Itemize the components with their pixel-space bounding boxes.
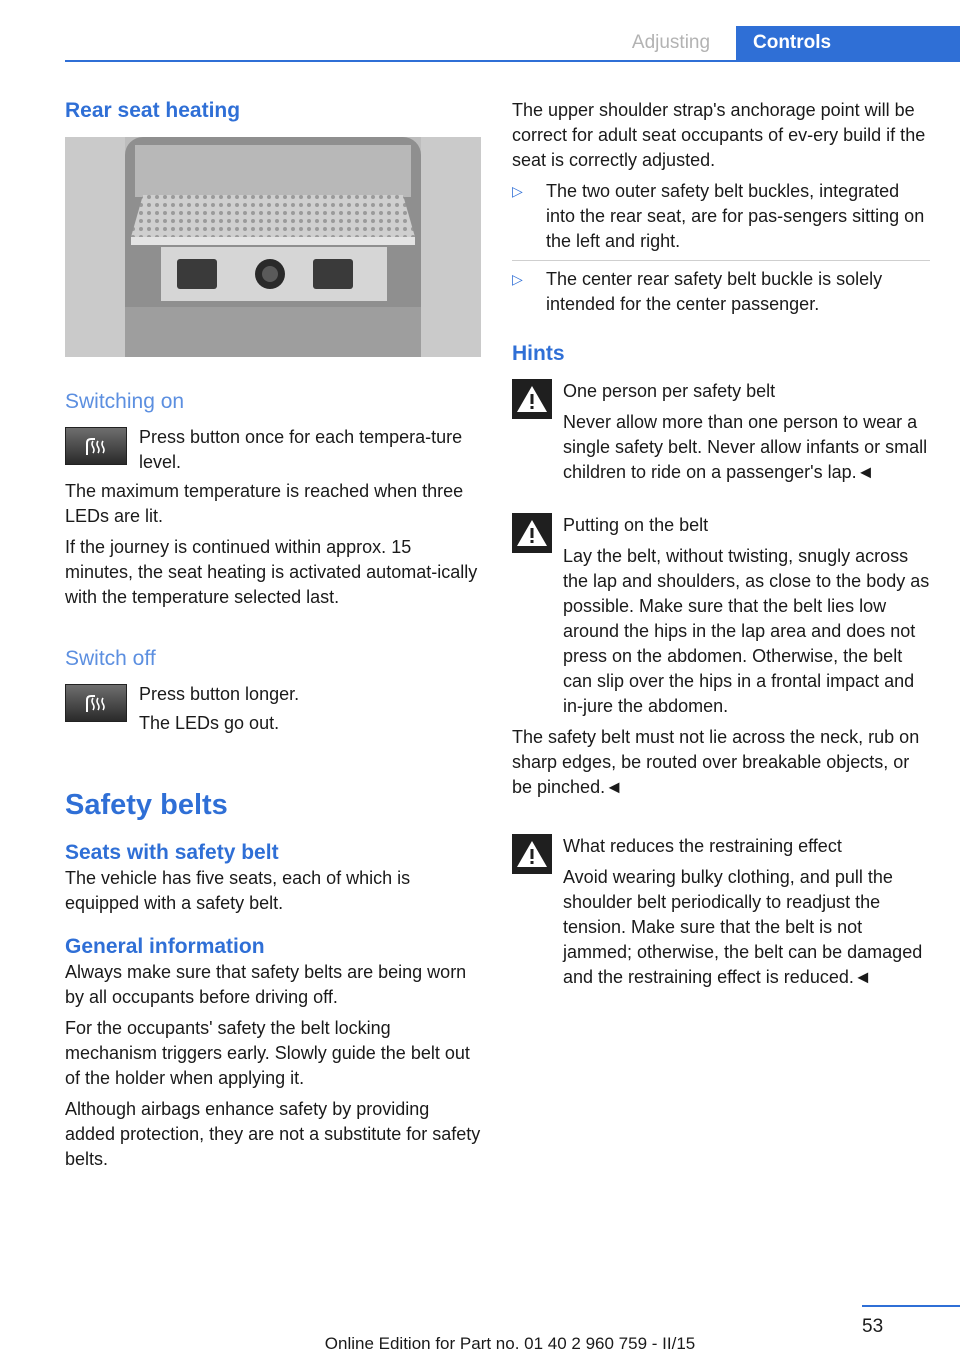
header-tab-controls: Controls (736, 26, 960, 60)
switch-off-heading: Switch off (65, 647, 156, 670)
anchorage-intro: The upper shoulder strap's anchorage point will be correct for adult seat occupants of ev‐ery build if the seat is correctly adjusted. (512, 100, 926, 170)
bullet-text: The two outer safety belt buckles, integrated into the rear seat, are for pas‐sengers sitting on the left and right. (546, 181, 925, 251)
switch-off-instruction: Press button longer. (139, 684, 300, 704)
warning-restraining (512, 834, 930, 990)
rear-seat-heating-photo (65, 137, 481, 357)
header-rule (65, 60, 960, 62)
switch-off-result: The LEDs go out. (139, 713, 280, 733)
switch-off-row (65, 682, 481, 740)
page-number: 53 (862, 1316, 884, 1337)
warning-restraining-text: Avoid wearing bulky clothing, and pull the shoulder belt periodically to readjust the tension. Make sure that the belt is not jammed; otherwise, the belt can be damaged and the restraining effect is reduced.◄ (563, 867, 923, 987)
bullet-item (512, 267, 930, 317)
switching-on-paragraph-2: If the journey is continued within approx. 15 minutes, the seat heating is activated automat‐ically with the temperature selected last. (65, 537, 478, 607)
bullet-triangle-icon: ▷ (512, 183, 523, 199)
seat-console-illustration (65, 137, 481, 357)
general-information-heading: General information (65, 935, 265, 958)
switching-on-paragraph-1: The maximum temperature is reached when three LEDs are lit. (65, 481, 464, 526)
seat-heating-button-icon (65, 684, 127, 722)
bullet-item (512, 179, 930, 254)
warning-triangle-icon (512, 834, 552, 874)
switching-on-heading: Switching on (65, 390, 185, 413)
hints-heading: Hints (512, 342, 565, 365)
warning-triangle-icon (512, 379, 552, 419)
general-information-paragraph-3: Although airbags enhance safety by providing added protection, they are not a substitute for safety belts. (65, 1099, 481, 1169)
switching-on-instruction: Press button once for each tempera‐ture level. (139, 427, 463, 472)
right-column (512, 98, 930, 996)
warning-one-person-text: Never allow more than one person to wear a single safety belt. Never allow infants or small children to ride on a passenger's lap.◄ (563, 412, 928, 482)
bullet-divider (512, 260, 930, 261)
seats-with-safety-belt-heading: Seats with safety belt (65, 841, 279, 864)
footer-rule (862, 1305, 960, 1307)
warning-putting-on-text-1: Lay the belt, without twisting, snugly across the lap and shoulders, as close to the body as possible. Make sure that the belt lies low around the hips in the lap area and does not press on the abdomen. Otherwise, the belt can slip over the hips in a frontal impact and in‐jure the abdomen. (563, 546, 930, 716)
warning-one-person-title: One person per safety belt (563, 381, 776, 401)
bullet-text: The center rear safety belt buckle is solely intended for the center passenger. (546, 269, 883, 314)
safety-belts-title: Safety belts (65, 789, 228, 821)
bullet-triangle-icon: ▷ (512, 271, 523, 287)
switching-on-row (65, 425, 481, 479)
seat-heating-button-icon (65, 427, 127, 465)
warning-putting-on (512, 513, 930, 800)
left-column (65, 98, 481, 1178)
footer-edition: Online Edition for Part no. 01 40 2 960 759 - II/15 (324, 1334, 696, 1353)
header-tab-adjusting: Adjusting (631, 32, 711, 53)
seats-with-safety-belt-text: The vehicle has five seats, each of which is equipped with a safety belt. (65, 868, 411, 913)
warning-putting-on-text-2: The safety belt must not lie across the neck, rub on sharp edges, be routed over breakable objects, or be pinched.◄ (512, 727, 920, 797)
warning-putting-on-title: Putting on the belt (563, 515, 709, 535)
warning-restraining-title: What reduces the restraining effect (563, 836, 842, 856)
warning-triangle-icon (512, 513, 552, 553)
rear-seat-heating-title: Rear seat heating (65, 99, 241, 122)
warning-one-person (512, 379, 930, 485)
general-information-paragraph-1: Always make sure that safety belts are being worn by all occupants before driving off. (65, 962, 467, 1007)
general-information-paragraph-2: For the occupants' safety the belt locking mechanism triggers early. Slowly guide the belt out of the holder when applying it. (65, 1018, 470, 1088)
